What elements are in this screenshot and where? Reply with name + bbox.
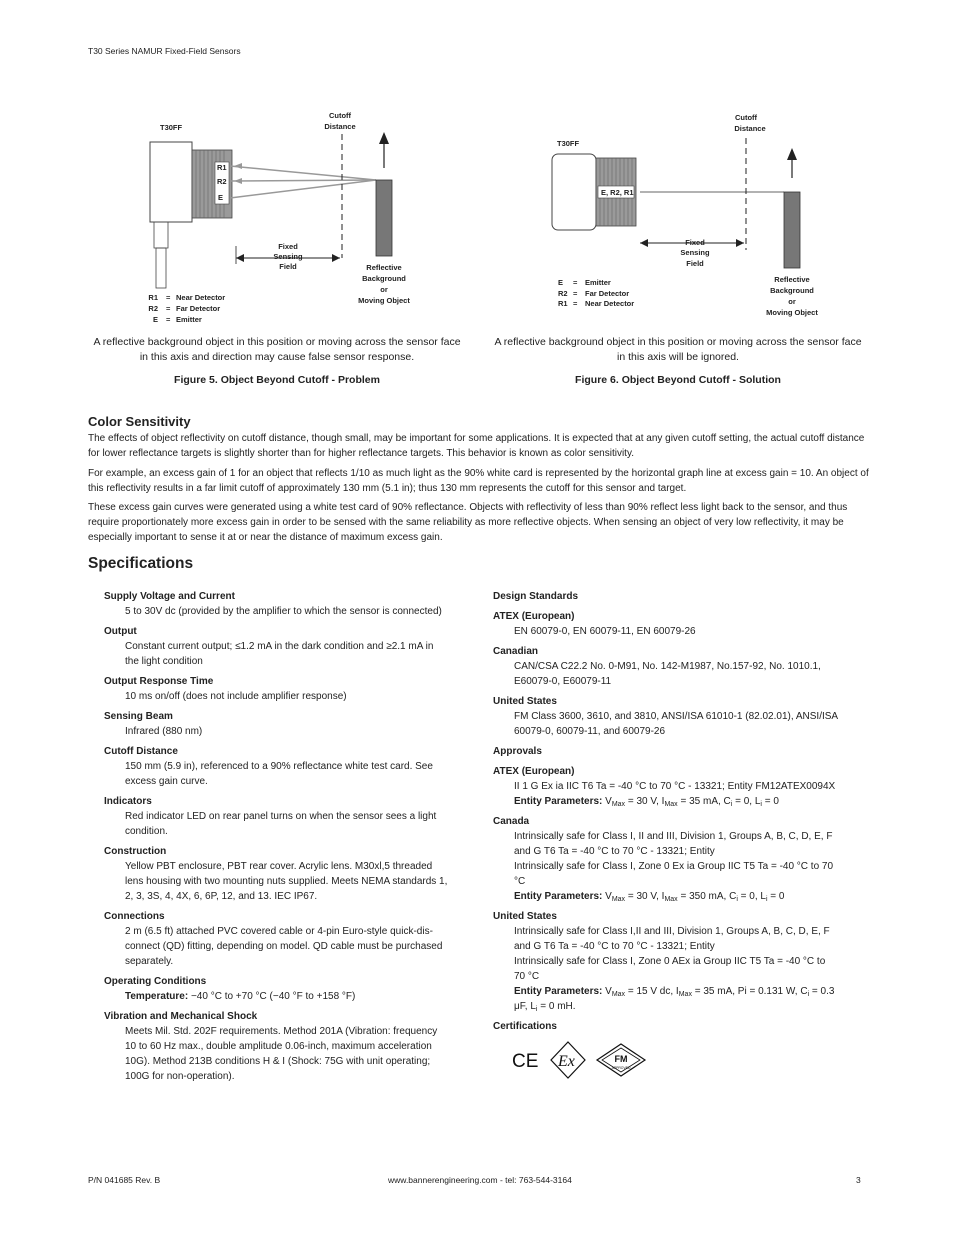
fig6-title: Figure 6. Object Beyond Cutoff - Solution <box>575 374 781 386</box>
design-standards-heading: Design Standards <box>493 591 579 602</box>
spec-supply-voltage: Supply Voltage and Current 5 to 30V dc (provided by the amplifier to which the sensor is connected) <box>104 591 442 617</box>
specs-left-column <box>104 589 449 1089</box>
figure-5-diagram <box>140 108 440 328</box>
svg-text:Moving Object: Moving Object <box>358 296 410 305</box>
specifications-heading: Specifications <box>88 555 194 572</box>
spec-vibration-shock: Vibration and Mechanical Shock Meets Mil. Std. 202F requirements. Method 201A (Vibration: frequency 10 to 60 Hz max., double amplitude 0.06-inch, maximum acceleration 10G). Method 213B conditions H & I (Shock: 75G with unit operating; 100G for non-operation). <box>104 1011 438 1082</box>
svg-text:Far Detector: Far Detector <box>585 289 630 298</box>
svg-text:Distance: Distance <box>734 124 766 133</box>
svg-text:R1: R1 <box>558 299 568 308</box>
svg-text:E: E <box>152 315 158 324</box>
svg-text:T30FF: T30FF <box>557 139 580 148</box>
color-sensitivity-p3: These excess gain curves were generated using a white test card of 90% reflectance. Objects with reflectivity of less than 90% reflect less light back to the sensor, and thus require proportionately more excess gain in order to be sensed with the same reliability as more reflective objects. When sensing an object of very low reflectivity, it may be especially important to sense it at or near the distance of maximum excess gain. <box>88 502 848 543</box>
svg-text:Cutoff: Cutoff <box>328 111 352 120</box>
svg-text:Cutoff: Cutoff <box>734 113 758 122</box>
svg-text:R1: R1 <box>217 163 227 172</box>
spec-connections: Connections 2 m (6.5 ft) attached PVC covered cable or 4-pin Euro-style quick-dis-connect (QD) fitting, depending on model. QD cable must be purchased separately. <box>104 911 443 967</box>
svg-text:=: = <box>166 304 171 313</box>
approval-canada: Canada Intrinsically safe for Class I, II and III, Division 1, Groups A, B, C, D, E, F and G T6 Ta = -40 °C to 70 °C - 13321; Entity Intrinsically safe for Class I, Zone 0 Ex ia Group IIC T5 Ta = -40 °C to 70 °C Entity Parameters: $V_{Max} = 30$ V, $I_{Max} = 350$ mA, $C_i = 0$, $L_i = 0$ <box>493 816 834 903</box>
approvals-heading: Approvals <box>493 746 542 757</box>
ce-mark-icon <box>511 1049 541 1071</box>
certification-logos <box>493 1040 838 1080</box>
spec-cutoff-distance: Cutoff Distance 150 mm (5.9 in), referenced to a 90% reflectance white test card. See excess gain curve. <box>104 746 433 787</box>
color-sensitivity-p2: For example, an excess gain of 1 for an object that reflects 1/10 as much light as the 90% white card is represented by the horizontal graph line at excess gain = 10. An object of this reflectivity results in a far limit cutoff of approximately 130 mm (5.1 in); thus 130 mm represents the cutoff for this sensor and target. <box>88 468 869 494</box>
svg-text:R2: R2 <box>558 289 568 298</box>
specs-right-column <box>493 589 838 1080</box>
svg-text:FM: FM <box>614 1054 628 1064</box>
svg-text:Moving Object: Moving Object <box>766 308 818 317</box>
svg-text:or: or <box>380 285 388 294</box>
color-sensitivity-p1: The effects of object reflectivity on cutoff distance, though small, may be important for some applications. It is expected that at any given cutoff setting, the actual cutoff distance for lower reflectance targets is slightly shorter than for higher reflectance targets. This behavior is known as color sensitivity. <box>88 433 865 459</box>
approval-us: United States Intrinsically safe for Class I,II and III, Division 1, Groups A, B, C, D, E, F and G T6 Ta = -40 °C to 70 °C - 13321; Entity Intrinsically safe for Class I, Zone 0 AEx ia Group IIC T5 Ta = -40 °C to 70 °C Entity Parameters: $V_{Max} = 15$ V dc, $I_{Max} = 35$ mA, Pi = 0.131 W, $C_i = 0.3$ μF, $L_i = 0$ mH. <box>493 911 835 1013</box>
svg-text:Far Detector: Far Detector <box>176 304 221 313</box>
svg-text:E, R2, R1: E, R2, R1 <box>601 188 634 197</box>
spec-output: Output Constant current output; ≤1.2 mA in the dark condition and ≥2.1 mA in the light condition <box>104 626 434 667</box>
svg-text:Near Detector: Near Detector <box>176 293 226 302</box>
design-atex: ATEX (European) EN 60079-0, EN 60079-11, EN 60079-26 <box>493 611 696 637</box>
svg-text:=: = <box>573 299 578 308</box>
svg-text:Sensing: Sensing <box>680 248 710 257</box>
svg-text:Ex: Ex <box>558 1053 575 1070</box>
fm-approved-icon <box>595 1042 647 1078</box>
svg-text:Fixed: Fixed <box>685 238 705 247</box>
svg-text:=: = <box>573 278 578 287</box>
svg-text:=: = <box>166 315 171 324</box>
design-canadian: Canadian CAN/CSA C22.2 No. 0-M91, No. 142-M1987, No.157-92, No. 1010.1, E60079-0, E60079-11 <box>493 646 821 687</box>
svg-text:CE: CE <box>512 1051 539 1071</box>
svg-text:Field: Field <box>279 262 297 271</box>
fig5-caption: A reflective background object in this position or moving across the sensor face in this axis and direction may cause false sensor response. <box>93 336 461 363</box>
svg-text:Reflective: Reflective <box>366 263 402 272</box>
fig5-title: Figure 5. Object Beyond Cutoff - Problem <box>174 374 380 386</box>
svg-text:R1: R1 <box>148 293 158 302</box>
svg-text:Background: Background <box>770 286 814 295</box>
svg-text:Background: Background <box>362 274 406 283</box>
svg-text:=: = <box>573 289 578 298</box>
svg-text:=: = <box>166 293 171 302</box>
header-title: T30 Series NAMUR Fixed-Field Sensors <box>88 46 241 56</box>
approval-atex: ATEX (European) II 1 G Ex ia IIC T6 Ta = -40 °C to 70 °C - 13321; Entity FM12ATEX0094X Entity Parameters: $V_{Max} = 30$ V, $I_{Max} = 35$ mA, $C_i = 0$, $L_i = 0$ <box>493 766 836 808</box>
design-us: United States FM Class 3600, 3610, and 3810, ANSI/ISA 61010-1 (82.02.01), ANSI/ISA 60079-0, 60079-11, and 60079-26 <box>493 696 838 737</box>
svg-text:Emitter: Emitter <box>585 278 611 287</box>
svg-text:Fixed: Fixed <box>278 242 298 251</box>
footer-part-number: P/N 041685 Rev. B <box>88 1175 161 1185</box>
svg-text:Reflective: Reflective <box>774 275 810 284</box>
spec-operating-conditions: Operating Conditions Temperature: −40 °C to +70 °C (−40 °F to +158 °F) <box>104 976 356 1002</box>
color-sensitivity-heading: Color Sensitivity <box>88 414 191 429</box>
svg-text:Field: Field <box>686 259 704 268</box>
footer-website: www.bannerengineering.com - tel: 763-544-3164 <box>388 1175 572 1185</box>
svg-text:Emitter: Emitter <box>176 315 202 324</box>
svg-text:R2: R2 <box>148 304 158 313</box>
spec-output-response-time: Output Response Time 10 ms on/off (does not include amplifier response) <box>104 676 347 702</box>
footer-page-number: 3 <box>856 1175 861 1185</box>
spec-sensing-beam: Sensing Beam Infrared (880 nm) <box>104 711 203 737</box>
svg-text:Sensing: Sensing <box>273 252 303 261</box>
svg-text:Distance: Distance <box>324 122 356 131</box>
fig6-caption: A reflective background object in this position or moving across the sensor face in this axis will be ignored. <box>494 336 862 363</box>
svg-text:R2: R2 <box>217 177 227 186</box>
spec-indicators: Indicators Red indicator LED on rear panel turns on when the sensor sees a light condition. <box>104 796 437 837</box>
ex-mark-icon <box>549 1040 587 1080</box>
spec-construction: Construction Yellow PBT enclosure, PBT rear cover. Acrylic lens. M30xl,5 threaded lens housing with two mounting nuts supplied. Meets NEMA standards 1, 2, 3, 3S, 4, 4X, 6, 6P, 12, and 13. IEC IP67. <box>104 846 448 902</box>
svg-text:E: E <box>558 278 564 287</box>
svg-text:E: E <box>218 193 224 202</box>
figure-6-diagram <box>550 108 850 323</box>
svg-text:or: or <box>788 297 796 306</box>
certifications-heading: Certifications <box>493 1021 557 1032</box>
fig5-sensor-label: T30FF <box>160 123 183 132</box>
svg-text:Near Detector: Near Detector <box>585 299 635 308</box>
svg-text:APPROVED: APPROVED <box>611 1066 631 1070</box>
